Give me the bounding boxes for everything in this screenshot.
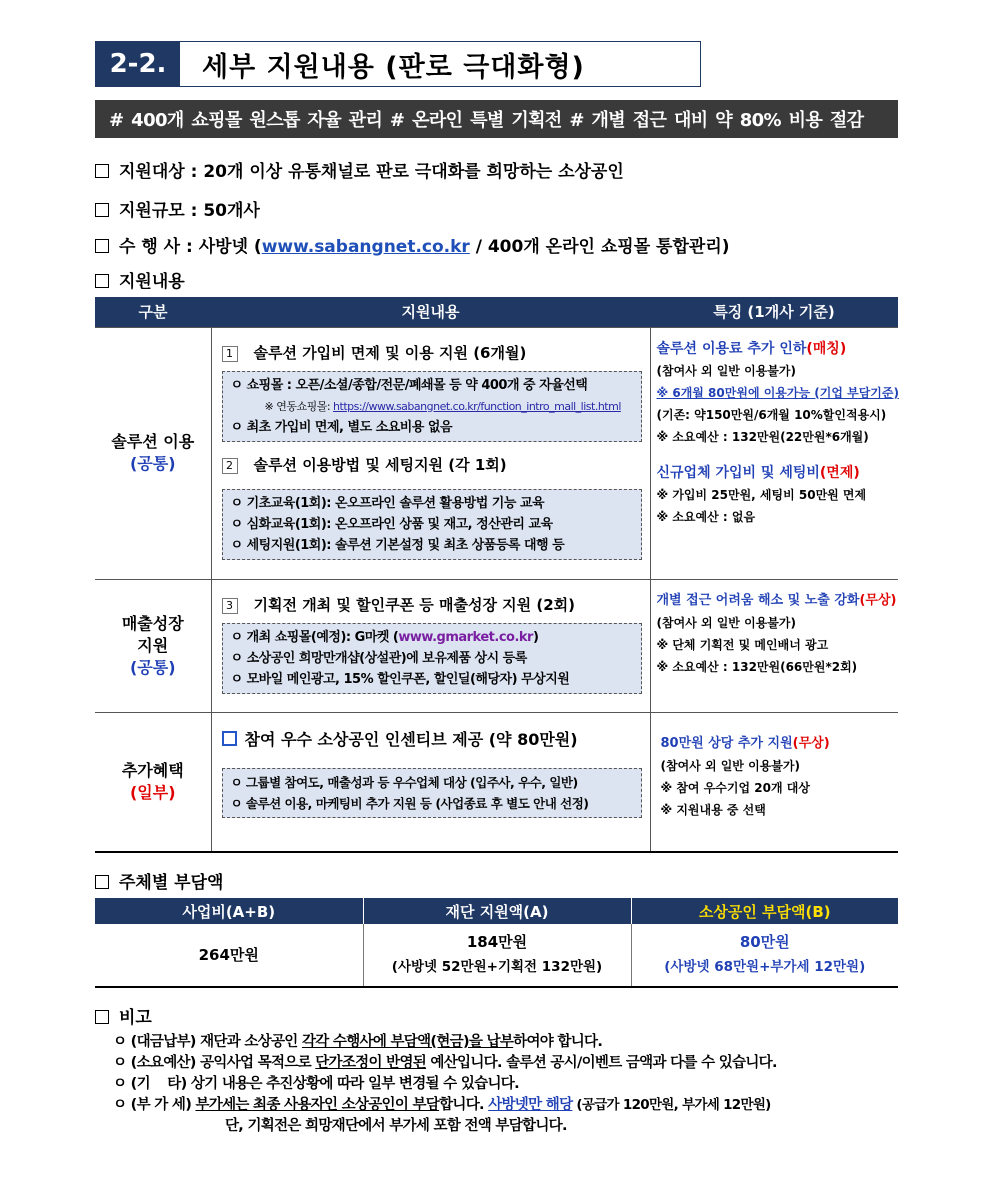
item1-heading: 1 솔루션 가입비 면제 및 이용 지원 (6개월) [222,342,642,363]
row-sales-feature: 개별 접근 어려움 해소 및 노출 강화(무상) (참여사 외 일반 이용불가) ※ 단체 기획전 및 메인배너 광고 ※ 소요예산 : 132만원(66만원*2회) [650,579,898,712]
checkbox-icon [95,239,109,253]
info-executor: 수 행 사 : 사방넷 (www.sabangnet.co.kr / 400개 온라인 쇼핑몰 통합관리) [95,232,730,257]
header-category: 구분 [95,297,211,327]
item1-box: ㅇ 쇼핑몰 : 오픈/소셜/종합/전문/폐쇄몰 등 약 400개 중 자율선택 ※ 연동쇼핑몰: https://www.sabangnet.co.kr/function_intro_mall_list.html ㅇ 최초 가입비 면제, 별도 소요비용 없음 [222,371,642,442]
info-target: 지원대상 : 20개 이상 유통채널로 판로 극대화를 희망하는 소상공인 [95,157,624,182]
burden-foundation: 184만원 (사방넷 52만원+기획전 132만원) [363,924,631,987]
burden-table [95,898,898,988]
mall-list-link[interactable]: https://www.sabangnet.co.kr/function_intro_mall_list.html [333,399,621,413]
row-solution-category: 솔루션 이용 (공통) [95,327,211,579]
row-extra-category: 추가혜택 (일부) [95,712,211,852]
note-budget: ㅇ (소요예산) 공익사업 목적으로 단가조정이 반영된 예산입니다. 솔루션 공시/이벤트 금액과 다를 수 있습니다. [113,1055,777,1071]
header-feature: 특징 (1개사 기준) [650,297,898,327]
item3-heading: 3 기획전 개최 및 할인쿠폰 등 매출성장 지원 (2회) [222,594,642,615]
notes-heading: 비고 [95,1003,905,1028]
item4-heading: 참여 우수 소상공인 인센티브 제공 (약 80만원) [222,727,642,750]
row-solution-content [211,327,650,579]
section-title [95,41,701,87]
notes-section [95,1003,905,1137]
item2-box: ㅇ 기초교육(1회): 온오프라인 솔루션 활용방법 기능 교육 ㅇ 심화교육(1회): 온오프라인 상품 및 재고, 정산관리 교육 ㅇ 세팅지원(1회): 솔루션 기본설정 및 최초 상품등록 대행 등 [222,489,642,560]
item4-box: ㅇ 그룹별 참여도, 매출성과 등 우수업체 대상 (입주사, 우수, 일반) ㅇ 솔루션 이용, 마케팅비 추가 지원 등 (사업종료 후 별도 안내 선정) [222,768,642,818]
checkbox-icon [95,274,109,288]
item2-heading: 2 솔루션 이용방법 및 세팅지원 (각 1회) [222,454,642,475]
row-solution-feature: 솔루션 이용료 추가 인하(매칭) (참여사 외 일반 이용불가) ※ 6개월 80만원에 이용가능 (기업 부담기준) (기존: 약150만원/6개월 10%할인적용시) ※ 소요예산 : 132만원(22만원*6개월) 신규업체 가입비 및 세팅비(면제) ※ 가입비 25만원, 세팅비 50만원 면제 ※ 소요예산 : 없음 [650,327,898,579]
burden-heading: 주체별 부담액 [95,868,223,893]
note-vat-extra: 단, 기획전은 희망재단에서 부가세 포함 전액 부담합니다. [225,1118,567,1134]
burden-owner: 80만원 (사방넷 68만원+부가세 12만원) [631,924,898,987]
section-title-text: 세부 지원내용 (판로 극대화형) [202,51,585,83]
sabangnet-link[interactable]: www.sabangnet.co.kr [261,237,470,257]
row-extra-content [211,712,650,852]
note-vat: ㅇ (부 가 세) 부가세는 최종 사용자인 소상공인이 부담합니다. 사방넷만 해당 (공급가 120만원, 부가세 12만원) [113,1097,771,1113]
checkbox-icon [95,875,109,889]
header-content: 지원내용 [211,297,650,327]
row-sales-content [211,579,650,712]
burden-header-total: 사업비(A+B) [95,898,363,924]
checkbox-icon [95,164,109,178]
burden-header-owner: 소상공인 부담액(B) [631,898,898,924]
burden-total: 264만원 [95,924,363,987]
checkbox-icon [95,1010,109,1024]
item3-box: ㅇ 개최 쇼핑몰(예정): G마켓 (www.gmarket.co.kr) ㅇ 소상공인 희망만개샵(상설관)에 보유제품 상시 등록 ㅇ 모바일 메인광고, 15% 할인쿠폰, 할인딜(해당자) 무상지원 [222,623,642,694]
info-scale: 지원규모 : 50개사 [95,196,260,221]
info-content-heading: 지원내용 [95,267,185,292]
section-number: 2-2. [96,42,180,86]
support-table [95,297,898,853]
note-payment: ㅇ (대금납부) 재단과 소상공인 각각 수행사에 부담액(현금)을 납부하여야 합니다. [113,1034,603,1050]
gmarket-link[interactable]: www.gmarket.co.kr [398,629,533,645]
checkbox-icon [95,203,109,217]
burden-header-foundation: 재단 지원액(A) [363,898,631,924]
square-icon [222,731,237,746]
note-etc: ㅇ (기 타) 상기 내용은 추진상황에 따라 일부 변경될 수 있습니다. [113,1076,519,1092]
row-extra-feature: 80만원 상당 추가 지원(무상) (참여사 외 일반 이용불가) ※ 참여 우수기업 20개 대상 ※ 지원내용 중 선택 [650,712,898,852]
hashtag-banner: # 400개 쇼핑몰 원스톱 자율 관리 # 온라인 특별 기획전 # 개별 접근 대비 약 80% 비용 절감 [95,100,898,138]
row-sales-category: 매출성장 지원 (공통) [95,579,211,712]
